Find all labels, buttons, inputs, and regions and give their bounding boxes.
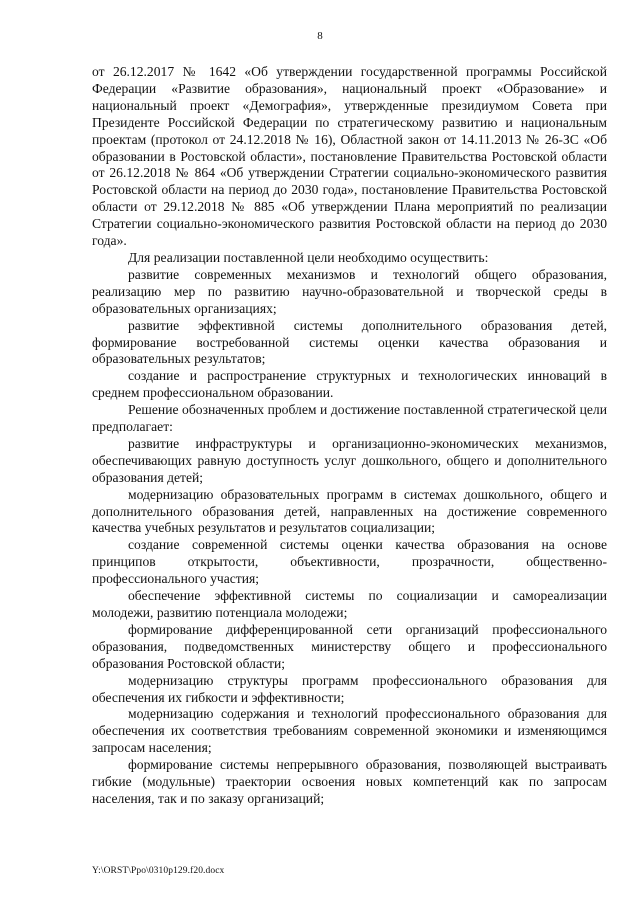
paragraph: развитие современных механизмов и технологий общего образования, реализацию мер по развитию научно-образовательной и творческой среды в образовательных организациях;	[92, 266, 607, 316]
paragraph: модернизацию структуры программ профессионального образования для обеспечения их гибкости и эффективности;	[92, 672, 607, 705]
paragraph: модернизацию содержания и технологий профессионального образования для обеспечения их соответствия требованиям современной экономики и изменяющимся запросам населения;	[92, 706, 607, 756]
paragraph: Решение обозначенных проблем и достижение поставленной стратегической цели предполагает:	[92, 402, 607, 435]
paragraph: развитие эффективной системы дополнительного образования детей, формирование востребованной системы оценки качества образования и образовательных результатов;	[92, 317, 607, 367]
paragraph: Для реализации поставленной цели необходимо осуществить:	[128, 249, 489, 265]
file-path-footer: Y:\ORST\Ppo\0310p129.f20.docx	[92, 866, 225, 876]
paragraph: от 26.12.2017 № 1642 «Об утверждении государственной программы Российской Федерации «Развитие образования», национальный проект «Образование» и национальный проект «Демография», утвержденные президиумом Совета при Президенте Российской Федерации по стратегическому развитию и национальным проектам (протокол от 24.12.2018 № 16), Областной закон от 14.11.2013 № 26-ЗС «Об образовании в Ростовской области», постановление Правительства Ростовской области от 26.12.2018 № 864 «Об утверждении Стратегии социально-экономического развития Ростовской области на период до 2030 года», постановление Правительства Ростовской области от 29.12.2018 № 885 «Об утверждении Плана мероприятий по реализации Стратегии социально-экономического развития Ростовской области на период до 2030 года».	[92, 64, 607, 249]
paragraph: создание современной системы оценки качества образования на основе принципов открытости, объективности, прозрачности, общественно-профессионального участия;	[92, 537, 607, 587]
paragraph: формирование дифференцированной сети организаций профессионального образования, подведомственных министерству общего и профессионального образования Ростовской области;	[92, 621, 607, 671]
paragraph: создание и распространение структурных и технологических инноваций в среднем профессиональном образовании.	[92, 368, 607, 401]
page-number: 8	[317, 30, 323, 42]
paragraph: обеспечение эффективной системы по социализации и самореализации молодежи, развитию потенциала молодежи;	[92, 588, 607, 620]
paragraph: модернизацию образовательных программ в системах дошкольного, общего и дополнительного образования детей, направленных на достижение современного качества учебных результатов и результатов социализации;	[92, 486, 607, 536]
paragraph: развитие инфраструктуры и организационно-экономических механизмов, обеспечивающих равную доступность услуг дошкольного, общего и дополнительного образования детей;	[92, 435, 607, 485]
paragraph: формирование системы непрерывного образования, позволяющей выстраивать гибкие (модульные) траектории освоения новых компетенций как по запросам населения, так и по заказу организаций;	[92, 757, 607, 806]
document-body	[92, 64, 607, 808]
